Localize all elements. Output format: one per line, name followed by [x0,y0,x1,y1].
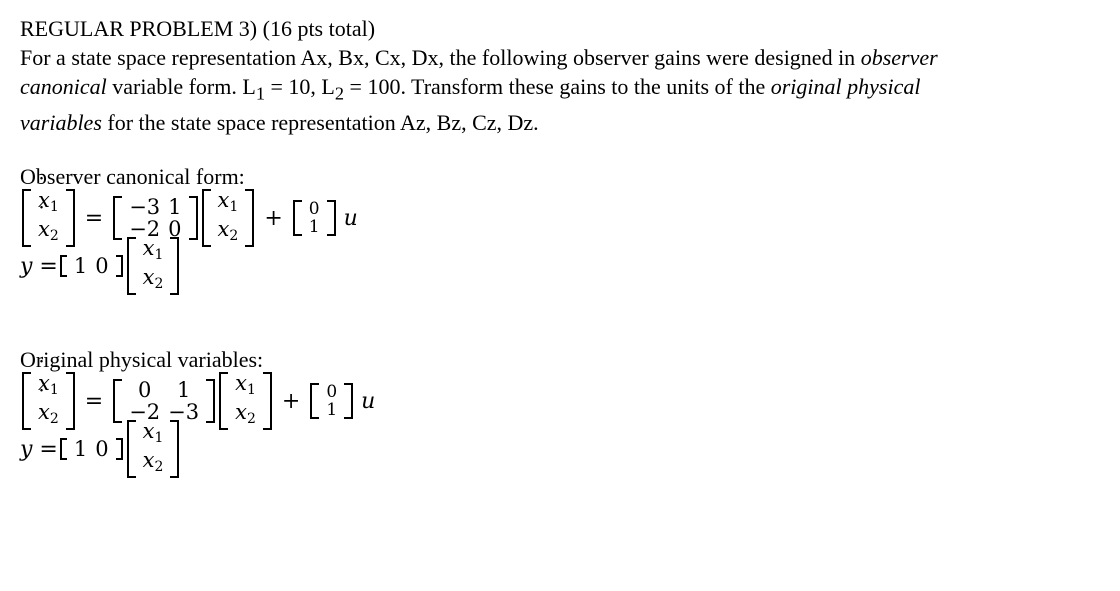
problem-line-1 [20,43,1110,72]
x-vector [202,189,255,247]
subscript: 2 [154,276,164,292]
observer-A-matrix [113,196,197,240]
text-span-italic: canonical [20,74,107,99]
x-symbol: x [38,217,50,241]
physical-B-vector [310,383,353,419]
matrix-cell: 1 [73,254,88,278]
physical-state-equation [20,371,376,475]
text-span-italic: original physical [770,74,921,99]
plus-sign: + [281,388,301,414]
text-span: for the state space representation Az, Bz, Cz, Dz. [101,110,539,136]
text-span: = 10, L [265,74,335,99]
text-span-italic: variables [20,110,102,136]
matrix-cell: 1 [176,378,191,402]
matrix-cell: 0 [308,199,320,219]
subscript: 2 [246,411,256,427]
observer-state-equation [20,188,358,292]
subscript: 2 [154,459,164,475]
matrix-cell: 0 [168,217,182,241]
subscript: 1 [154,430,164,446]
problem-line-3 [20,108,1110,137]
x-vector [127,420,180,478]
matrix-cell: 0 [95,437,109,461]
matrix-cell: −3 [168,400,200,424]
subscript: 1 [49,199,59,215]
plus-sign: + [264,205,283,231]
input-u: u [361,388,376,414]
x-symbol: x [38,188,50,212]
matrix-cell: 1 [308,217,320,237]
physical-output-equation [20,419,375,475]
subscript: 1 [246,382,256,398]
observer-form-label: Observer canonical form: [20,164,245,189]
x-symbol: x [142,236,155,260]
x-vector [127,237,180,295]
subscript: 1 [154,247,164,263]
matrix-cell: −2 [129,400,161,424]
x-symbol: x [235,400,247,424]
y-equals: y = [20,436,58,462]
text-span: = 100. Transform these gains to the units of the [344,74,771,99]
matrix-cell: 0 [326,382,338,402]
problem-text [20,14,1110,137]
subscript: 2 [49,228,59,244]
x-symbol: x [38,371,50,395]
subscript: 1 [229,199,239,215]
x-symbol: x [38,400,50,424]
text-span-italic: observer [860,45,938,70]
physical-A-matrix [113,379,215,423]
subscript: 2 [229,228,239,244]
problem-heading: REGULAR PROBLEM 3) (16 pts total) [20,16,376,41]
subscript: 2 [49,411,59,427]
subscript: 1 [255,83,265,104]
x-symbol: x [142,265,155,289]
physical-form-label: Original physical variables: [20,347,264,372]
x-symbol: x [217,188,230,212]
equals-sign: = [84,205,104,231]
observer-B-vector [293,200,336,236]
x-symbol: x [217,217,230,241]
matrix-cell: 1 [168,195,182,219]
matrix-cell: 1 [73,437,88,461]
text-span: For a state space representation Ax, Bx, Cx, Dx, the following observer gains were designed in [20,45,861,70]
x-vector [219,372,272,430]
matrix-cell: −3 [129,195,161,219]
problem-line-2 [20,72,1110,108]
observer-C-matrix [60,255,123,277]
physical-C-matrix [60,438,123,460]
input-u: u [343,205,358,231]
matrix-cell: −2 [129,217,161,241]
equals-sign: = [84,388,104,414]
xdot-vector [22,189,75,247]
matrix-cell: 0 [95,254,109,278]
x-symbol: x [142,448,155,472]
subscript: 2 [334,83,345,104]
x-symbol: x [235,371,247,395]
matrix-cell: 0 [138,378,152,402]
x-symbol: x [142,419,155,443]
y-equals: y = [20,253,58,279]
observer-output-equation [20,236,358,292]
subscript: 1 [49,382,59,398]
xdot-vector [22,372,75,430]
matrix-cell: 1 [326,400,338,420]
text-span: variable form. L [106,74,256,99]
